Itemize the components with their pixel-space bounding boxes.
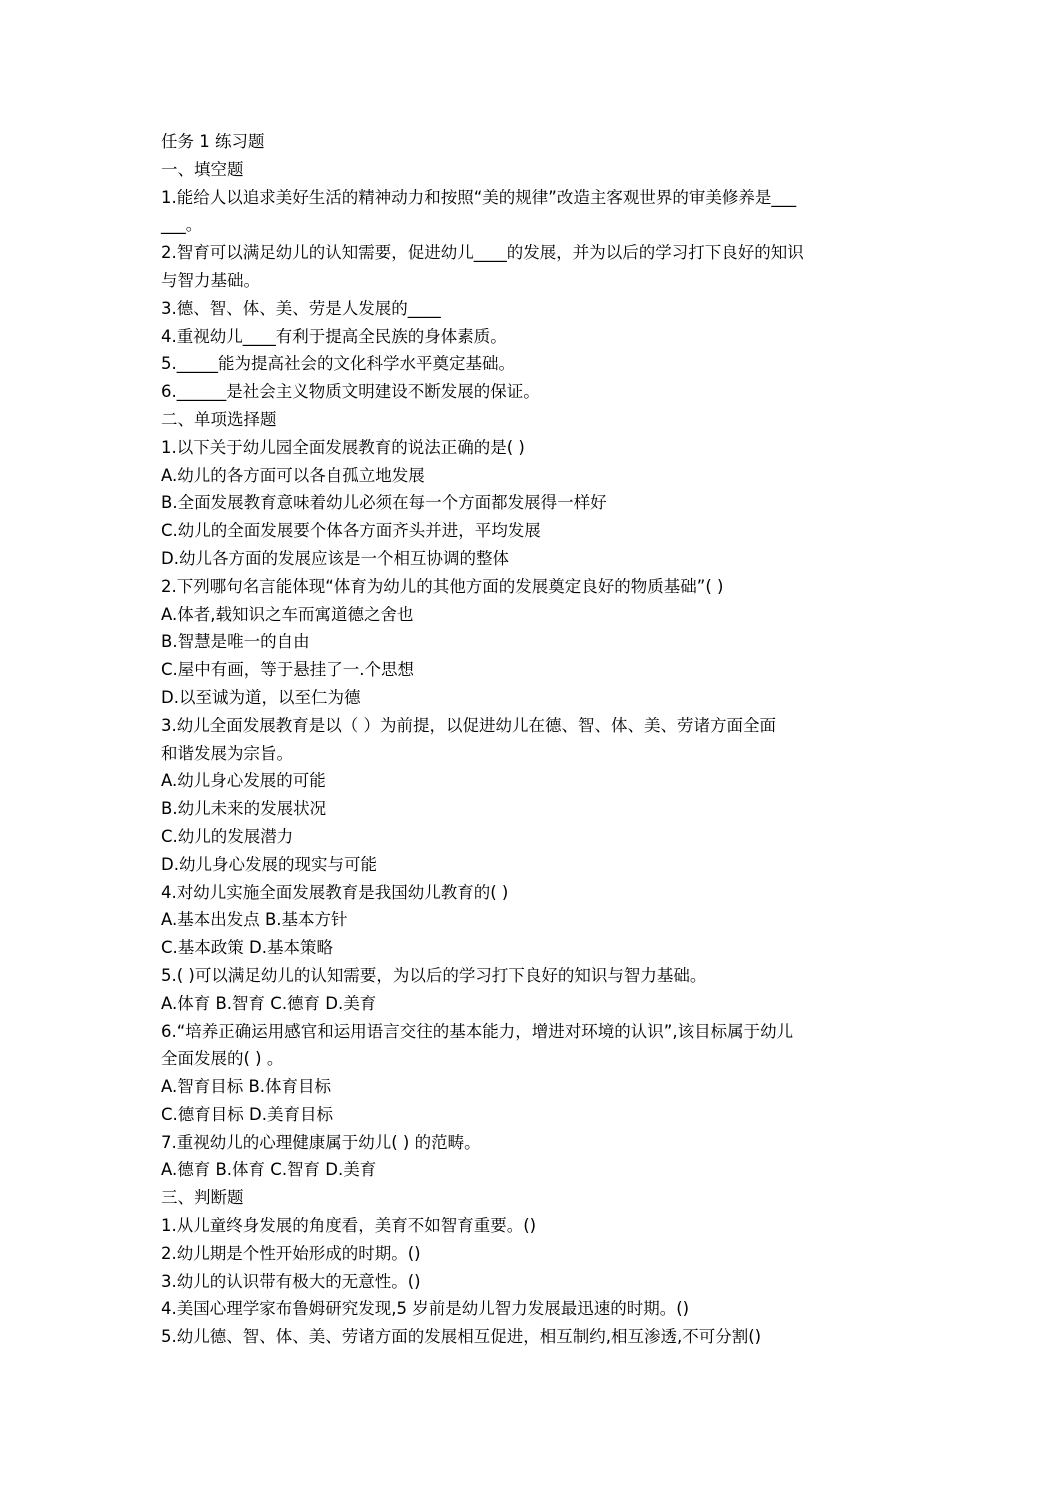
fill-blank-q5: 5._____能为提高社会的文化科学水平奠定基础。 [161,354,515,374]
choice-q3-line2: 和谐发展为宗旨。 [161,743,293,763]
choice-q5: 5.( )可以满足幼儿的认知需要，为以后的学习打下良好的知识与智力基础。 [161,965,707,985]
judge-q1: 1.从儿童终身发展的角度看，美育不如智育重要。() [161,1216,537,1236]
choice-q1-option-c: C.幼儿的全面发展要个体各方面齐头并进，平均发展 [161,521,541,541]
page-title: 任务 1 练习题 [161,132,265,151]
fill-blank-q2-line2: 与智力基础。 [161,270,260,290]
choice-q6-line2: 全面发展的( ) 。 [161,1049,284,1069]
choice-q4-options-ab: A.基本出发点 B.基本方针 [161,910,348,930]
choice-q3-line1: 3.幼儿全面发展教育是以（ ）为前提，以促进幼儿在德、智、体、美、劳诸方面全面 [161,715,776,735]
choice-q1: 1.以下关于幼儿园全面发展教育的说法正确的是( ) [161,437,525,457]
choice-q2: 2.下列哪句名言能体现“体育为幼儿的其他方面的发展奠定良好的物质基础”( ) [161,576,724,596]
choice-q5-options: A.体育 B.智育 C.德育 D.美育 [161,993,377,1013]
choice-q2-option-c: C.屋中有画，等于悬挂了一.个思想 [161,660,415,680]
fill-blank-q1-line2: ___。 [161,215,203,235]
judge-q2: 2.幼儿期是个性开始形成的时期。() [161,1243,421,1263]
choice-q4: 4.对幼儿实施全面发展教育是我国幼儿教育的( ) [161,882,509,902]
choice-q6-options-ab: A.智育目标 B.体育目标 [161,1077,332,1097]
choice-q4-options-cd: C.基本政策 D.基本策略 [161,938,333,958]
fill-blank-q1-line1: 1.能给人以追求美好生活的精神动力和按照“美的规律”改造主客观世界的审美修养是___ [161,187,797,207]
section-heading-fill-blank: 一、填空题 [161,159,244,179]
choice-q2-option-d: D.以至诚为道，以至仁为德 [161,687,361,707]
fill-blank-q4: 4.重视幼儿____有利于提高全民族的身体素质。 [161,326,507,346]
choice-q7: 7.重视幼儿的心理健康属于幼儿( ) 的范畴。 [161,1132,481,1152]
judge-q3: 3.幼儿的认识带有极大的无意性。() [161,1271,421,1291]
choice-q2-option-a: A.体者,载知识之车而寓道德之舍也 [161,604,414,624]
judge-q4: 4.美国心理学家布鲁姆研究发现,5 岁前是幼儿智力发展最迅速的时期。() [161,1299,690,1319]
choice-q1-option-a: A.幼儿的各方面可以各自孤立地发展 [161,465,425,485]
choice-q3-option-b: B.幼儿未来的发展状况 [161,799,327,819]
choice-q2-option-b: B.智慧是唯一的自由 [161,632,310,652]
choice-q1-option-b: B.全面发展教育意味着幼儿必须在每一个方面都发展得一样好 [161,493,607,513]
fill-blank-q3: 3.德、智、体、美、劳是人发展的____ [161,298,441,318]
judge-q5: 5.幼儿德、智、体、美、劳诸方面的发展相互促进，相互制约,相互渗透,不可分割() [161,1327,762,1347]
fill-blank-q6: 6.______是社会主义物质文明建设不断发展的保证。 [161,382,540,402]
choice-q1-option-d: D.幼儿各方面的发展应该是一个相互协调的整体 [161,548,509,568]
fill-blank-q2-line1: 2.智育可以满足幼儿的认知需要，促进幼儿____的发展，并为以后的学习打下良好的知识 [161,243,804,263]
section-heading-single-choice: 二、单项选择题 [161,409,277,429]
choice-q3-option-a: A.幼儿身心发展的可能 [161,771,326,791]
document-page [161,128,901,1351]
choice-q6-line1: 6.“培养正确运用感官和运用语言交往的基本能力，增进对环境的认识”,该目标属于幼儿 [161,1021,794,1041]
choice-q7-options: A.德育 B.体育 C.智育 D.美育 [161,1160,377,1180]
choice-q3-option-c: C.幼儿的发展潜力 [161,826,294,846]
choice-q3-option-d: D.幼儿身心发展的现实与可能 [161,854,377,874]
section-heading-true-false: 三、判断题 [161,1188,244,1208]
choice-q6-options-cd: C.德育目标 D.美育目标 [161,1104,333,1124]
